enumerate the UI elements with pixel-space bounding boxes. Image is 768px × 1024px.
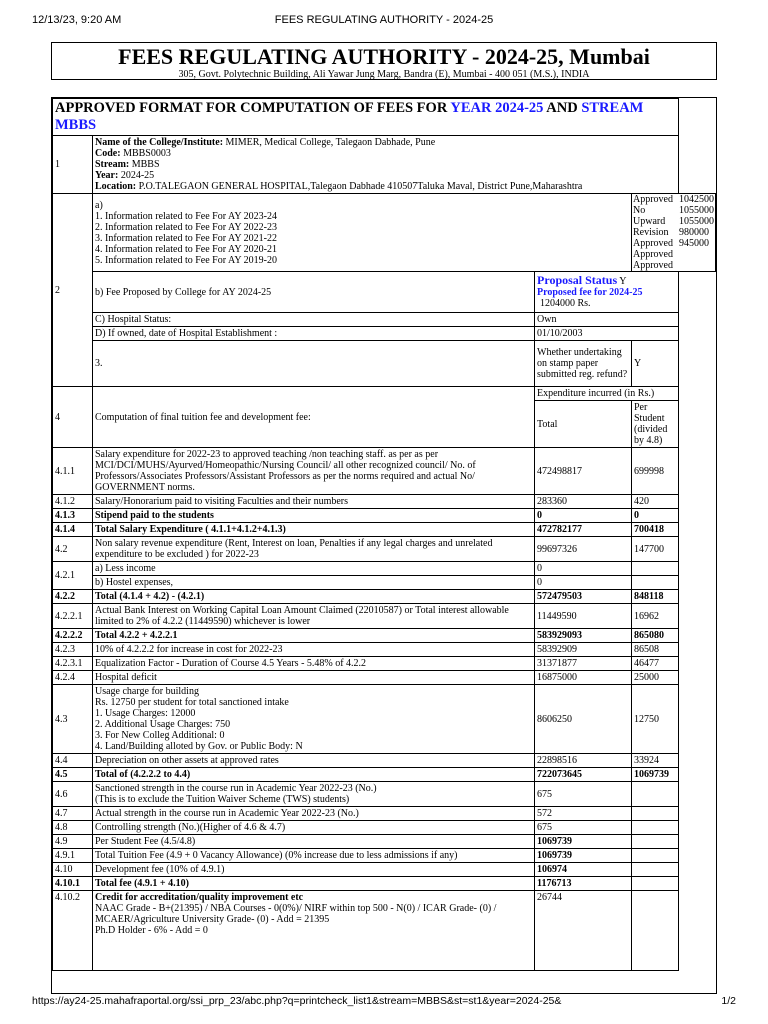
row-per-student	[632, 821, 679, 835]
fee-amount: 1055000	[679, 216, 714, 227]
row-total: 99697326	[535, 537, 632, 562]
row-per-student: 33924	[632, 754, 679, 768]
row-label: Salary/Honorarium paid to visiting Faculties and their numbers	[93, 495, 535, 509]
fee-status: No Upward Revision	[633, 205, 669, 238]
row-label: Actual Bank Interest on Working Capital Loan Amount Claimed (22010587) or Total interest allowable limited to 2% of 4.2.2 (11449590) whichever is lower	[93, 604, 535, 629]
college-stream-label: Stream:	[95, 159, 130, 170]
row-label: Actual strength in the course run in Academic Year 2022-23 (No.)	[93, 807, 535, 821]
college-info-row	[53, 136, 716, 194]
hospital-status-label: C) Hospital Status:	[93, 313, 535, 327]
row-total: 0	[535, 509, 632, 523]
usage-charge-line: 4. Land/Building alloted by Gov. or Public Body: N	[95, 741, 303, 752]
row-number: 4.10	[53, 863, 93, 877]
fee-table	[52, 98, 716, 971]
row-per-student	[632, 782, 679, 807]
undertaking-row	[53, 341, 716, 387]
row-total: 583929093	[535, 629, 632, 643]
hospital-status-row	[53, 313, 716, 327]
row-total: 572479503	[535, 590, 632, 604]
form-heading-row	[53, 99, 716, 136]
fee-amount: 980000	[679, 227, 709, 238]
hospital-date-row	[53, 327, 716, 341]
row-label: Development fee (10% of 4.9.1)	[93, 863, 535, 877]
proposed-fee-amount: 1204000 Rs.	[540, 298, 591, 309]
fee-history-item: 3. Information related to Fee For AY 2021-22	[95, 232, 278, 244]
proposed-fee-row	[53, 272, 716, 313]
row-number: 4.6	[53, 782, 93, 807]
credit-line: NAAC Grade - B+(21395) / NBA Courses - 0(0%)/ NIRF within top 500 - N(0) / ICAR Grade- (0) /	[95, 903, 497, 914]
row-per-student: 865080	[632, 629, 679, 643]
proposal-cell	[535, 272, 679, 313]
row-number: 4	[53, 387, 93, 448]
college-stream: MBBS	[129, 159, 160, 170]
hospital-status-value: Own	[535, 313, 679, 327]
fee-row	[53, 590, 716, 604]
row-number: 4.2.4	[53, 671, 93, 685]
fee-row	[53, 629, 716, 643]
row-total: 8606250	[535, 685, 632, 754]
row-per-student: 46477	[632, 657, 679, 671]
row-per-student: 848118	[632, 590, 679, 604]
row-total: 472498817	[535, 448, 632, 495]
row-number: 4.2.3	[53, 643, 93, 657]
row-number: 4.2.3.1	[53, 657, 93, 671]
fee-row	[53, 671, 716, 685]
row-label: Total Tuition Fee (4.9 + 0 Vacancy Allowance) (0% increase due to less admissions if any)	[93, 849, 535, 863]
fee-row	[53, 863, 716, 877]
print-datetime: 12/13/23, 9:20 AM	[32, 14, 122, 26]
row-total: 283360	[535, 495, 632, 509]
row-number: 4.2.2	[53, 590, 93, 604]
row-label: 10% of 4.2.2.2 for increase in cost for 2022-23	[93, 643, 535, 657]
row-label: Total fee (4.9.1 + 4.10)	[93, 877, 535, 891]
row-label: Non salary revenue expenditure (Rent, Interest on loan, Penalties if any legal charges and unrelated expenditure to be excluded ) for 2022-23	[93, 537, 535, 562]
row-number: 4.1.4	[53, 523, 93, 537]
fee-row	[53, 643, 716, 657]
form-heading	[53, 99, 679, 136]
proposed-fee-title: Proposed fee for 2024-25	[537, 287, 643, 298]
row-label: Controlling strength (No.)(Higher of 4.6 & 4.7)	[93, 821, 535, 835]
fee-row	[53, 495, 716, 509]
fee-status: Approved	[633, 260, 673, 271]
college-name: MIMER, Medical College, Talegaon Dabhade, Pune	[223, 137, 436, 148]
college-location: P.O.TALEGAON GENERAL HOSPITAL,Talegaon Dabhade 410507Taluka Maval, District Pune,Maharashtra	[136, 181, 583, 192]
fee-row	[53, 877, 716, 891]
college-year: 2024-25	[118, 170, 155, 181]
authority-title: FEES REGULATING AUTHORITY - 2024-25, Mumbai	[118, 44, 650, 69]
print-url: https://ay24-25.mahafraportal.org/ssi_prp_23/abc.php?q=printcheck_list1&stream=MBBS&st=st1&year=2024-25&	[32, 995, 562, 1007]
fee-history-list	[93, 194, 632, 272]
row-label: Total Salary Expenditure ( 4.1.1+4.1.2+4.1.3)	[93, 523, 535, 537]
row-per-student	[632, 807, 679, 821]
hostel-expense-row	[53, 576, 716, 590]
fee-history-label: a)	[95, 199, 103, 211]
row-total: 675	[535, 782, 632, 807]
college-name-label: Name of the College/Institute:	[95, 137, 224, 148]
row-per-student: 1069739	[632, 768, 679, 782]
print-title: FEES REGULATING AUTHORITY - 2024-25	[274, 14, 494, 26]
fee-history-item: 2. Information related to Fee For AY 2022-23	[95, 221, 278, 233]
section4-header-row	[53, 387, 716, 401]
fee-row	[53, 782, 716, 807]
row-label: Total 4.2.2 + 4.2.2.1	[93, 629, 535, 643]
expenditure-header: Expenditure incurred (in Rs.)	[535, 387, 679, 401]
credit-row	[53, 891, 716, 971]
fee-status: Approved	[633, 249, 673, 260]
row-number: 4.7	[53, 807, 93, 821]
proposed-fee-label: b) Fee Proposed by College for AY 2024-25	[93, 272, 535, 313]
heading-stream: STREAM	[581, 100, 644, 116]
fee-row	[53, 657, 716, 671]
row-total: 22898516	[535, 754, 632, 768]
section4-label: Computation of final tuition fee and development fee:	[93, 387, 535, 448]
row-total: 1069739	[535, 849, 632, 863]
row-per-student: 12750	[632, 685, 679, 754]
fee-row	[53, 509, 716, 523]
row-per-student: 700418	[632, 523, 679, 537]
row-label: Total (4.1.4 + 4.2) - (4.2.1)	[93, 590, 535, 604]
fee-row	[53, 849, 716, 863]
row-number: 2	[53, 194, 93, 387]
row-number: 4.5	[53, 768, 93, 782]
hospital-date-value: 01/10/2003	[535, 327, 679, 341]
row-label: Per Student Fee (4.5/4.8)	[93, 835, 535, 849]
row-total: 0	[535, 576, 632, 590]
fee-row	[53, 537, 716, 562]
hospital-date-label: D) If owned, date of Hospital Establishment :	[93, 327, 535, 341]
row-per-student	[632, 877, 679, 891]
row-number: 4.2.1	[53, 562, 93, 590]
row-number: 4.1.1	[53, 448, 93, 495]
college-location-label: Location:	[95, 181, 137, 192]
row-label: Hospital deficit	[93, 671, 535, 685]
row-number: 4.1.2	[53, 495, 93, 509]
heading-and: AND	[543, 100, 582, 116]
row-per-student	[632, 849, 679, 863]
fee-row	[53, 523, 716, 537]
row-total: 11449590	[535, 604, 632, 629]
row-per-student: 420	[632, 495, 679, 509]
row-label: a) Less income	[93, 562, 535, 576]
credit-line: Ph.D Holder - 6% - Add = 0	[95, 925, 208, 936]
proposal-status-value: Y	[617, 276, 627, 287]
row-label: Sanctioned strength in the course run in Academic Year 2022-23 (No.) (This is to exclude the Tuition Waiver Scheme (TWS) students)	[93, 782, 535, 807]
fee-row	[53, 835, 716, 849]
credit-title: Credit for accreditation/quality improvement etc	[95, 892, 304, 903]
fee-row	[53, 821, 716, 835]
row-number: 4.2	[53, 537, 93, 562]
college-details	[93, 136, 679, 194]
authority-address: 305, Govt. Polytechnic Building, Ali Yawar Jung Marg, Bandra (E), Mumbai - 400 051 (M.S.), INDIA	[178, 69, 590, 80]
fee-row	[53, 448, 716, 495]
usage-charge-line: 3. For New Colleg Additional: 0	[95, 730, 225, 741]
row-label: Salary expenditure for 2022-23 to approved teaching /non teaching staff. as per as per MCI/DCI/MUHS/Ayurved/Homeopathic/Nursing Council/ all other recognized council/ No. of Professors/Associates Professors/Assistant Professors as per the norms required and actual No/ GOVERNMENT norms.	[93, 448, 535, 495]
row-per-student: 25000	[632, 671, 679, 685]
row-total: 1176713	[535, 877, 632, 891]
print-footer	[32, 995, 736, 1009]
fee-amount: 1055000	[679, 205, 714, 216]
usage-charge-details	[93, 685, 535, 754]
row-number: 4.2.2.2	[53, 629, 93, 643]
fee-row	[53, 604, 716, 629]
row-number: 1	[53, 136, 93, 194]
fee-row	[53, 807, 716, 821]
fee-history-item: 4. Information related to Fee For AY 2020-21	[95, 243, 278, 255]
row-total: 472782177	[535, 523, 632, 537]
row-number: 4.10.1	[53, 877, 93, 891]
fee-history-values	[632, 194, 716, 272]
college-code: MBBS0003	[120, 148, 171, 159]
usage-charge-line: Rs. 12750 per student for total sanctioned intake	[95, 697, 289, 708]
row-per-student: 147700	[632, 537, 679, 562]
row-total: 58392909	[535, 643, 632, 657]
row-per-student: 699998	[632, 448, 679, 495]
row-number: 4.1.3	[53, 509, 93, 523]
row-number: 4.8	[53, 821, 93, 835]
college-year-label: Year:	[95, 170, 119, 181]
row-per-student	[632, 576, 679, 590]
fee-status: Approved	[633, 194, 673, 205]
heading-prefix: APPROVED FORMAT FOR COMPUTATION OF FEES FOR	[55, 100, 451, 116]
college-code-label: Code:	[95, 148, 121, 159]
credit-details	[93, 891, 535, 971]
row-total: 1069739	[535, 835, 632, 849]
fee-status: Approved	[633, 238, 673, 249]
usage-charge-line: 2. Additional Usage Charges: 750	[95, 719, 231, 730]
row-number: 4.2.2.1	[53, 604, 93, 629]
row-label: Equalization Factor - Duration of Course 4.5 Years - 5.48% of 4.2.2	[93, 657, 535, 671]
row-per-student	[632, 891, 679, 971]
total-header: Total	[535, 401, 632, 448]
heading-stream-name: MBBS	[55, 117, 97, 133]
row-number: 4.9.1	[53, 849, 93, 863]
fee-row	[53, 768, 716, 782]
print-header	[32, 14, 736, 28]
row-per-student	[632, 863, 679, 877]
usage-charge-line: Usage charge for building	[95, 686, 199, 697]
fee-history-row	[53, 194, 716, 272]
row-total: 26744	[535, 891, 632, 971]
row-total: 106974	[535, 863, 632, 877]
page-number: 1/2	[721, 995, 736, 1007]
row-total: 31371877	[535, 657, 632, 671]
row-per-student: 0	[632, 509, 679, 523]
row-label: Stipend paid to the students	[93, 509, 535, 523]
row-per-student: 86508	[632, 643, 679, 657]
fee-amount: 945000	[679, 238, 709, 249]
authority-header	[51, 42, 717, 80]
fee-computation-form	[51, 97, 717, 994]
row-total: 572	[535, 807, 632, 821]
fee-history-item: 5. Information related to Fee For AY 2019-20	[95, 254, 278, 266]
row-total: 722073645	[535, 768, 632, 782]
row-number: 4.3	[53, 685, 93, 754]
row-per-student: 16962	[632, 604, 679, 629]
per-student-header: Per Student (divided by 4.8)	[632, 401, 679, 448]
fee-row	[53, 754, 716, 768]
heading-year: YEAR 2024-25	[450, 100, 544, 116]
row-number: 4.10.2	[53, 891, 93, 971]
row-number: 4.4	[53, 754, 93, 768]
row-per-student	[632, 835, 679, 849]
row-label: Depreciation on other assets at approved rates	[93, 754, 535, 768]
row-number: 4.9	[53, 835, 93, 849]
fee-history-item: 1. Information related to Fee For AY 2023-24	[95, 210, 278, 222]
usage-charge-line: 1. Usage Charges: 12000	[95, 708, 196, 719]
row-total: 16875000	[535, 671, 632, 685]
credit-line: MCAER/Agriculture University Grade- (0) - Add = 21395	[95, 914, 330, 925]
usage-charge-row	[53, 685, 716, 754]
undertaking-question: Whether undertaking on stamp paper submitted reg. refund?	[535, 341, 632, 387]
undertaking-number: 3.	[93, 341, 535, 387]
row-total: 0	[535, 562, 632, 576]
row-per-student	[632, 562, 679, 576]
row-total: 675	[535, 821, 632, 835]
row-label: b) Hostel expenses,	[93, 576, 535, 590]
row-label: Total of (4.2.2.2 to 4.4)	[93, 768, 535, 782]
less-income-row	[53, 562, 716, 576]
undertaking-answer: Y	[632, 341, 679, 387]
fee-amount: 1042500	[679, 194, 714, 205]
proposal-status-label: Proposal Status	[537, 273, 618, 287]
